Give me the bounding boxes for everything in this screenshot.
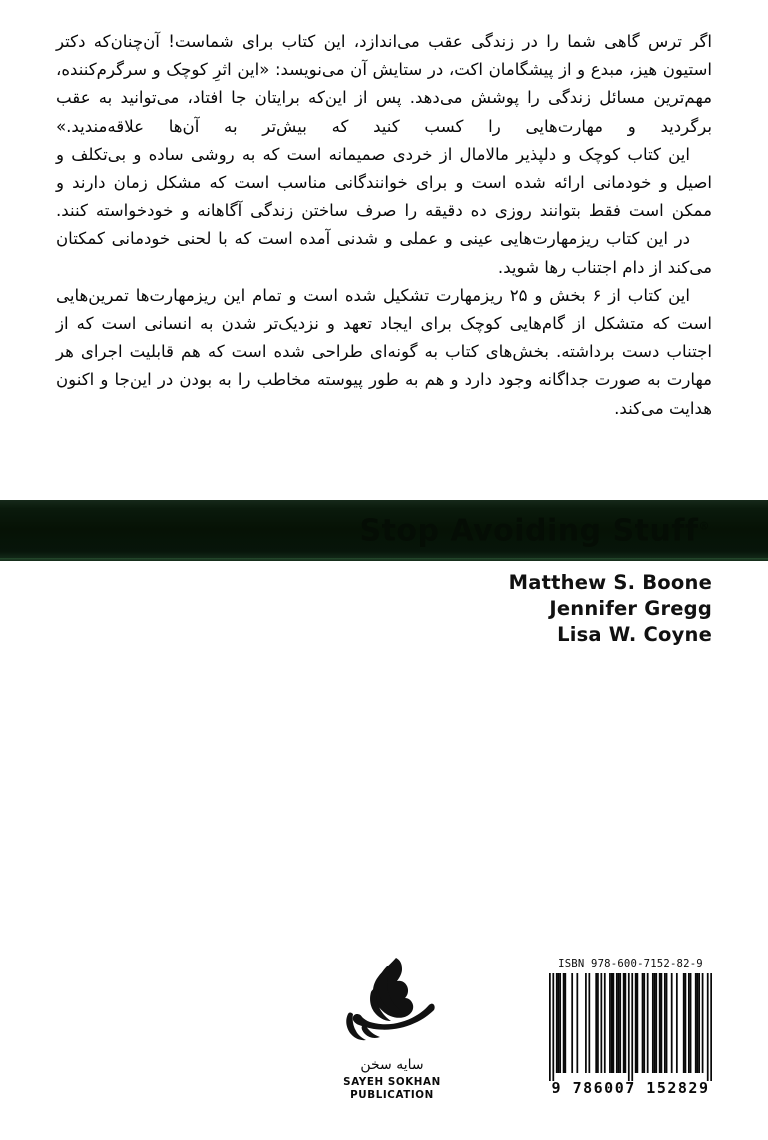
publisher-name-en-line1: SAYEH SOKHAN bbox=[343, 1076, 441, 1088]
publisher-block bbox=[326, 952, 458, 1102]
trademark-icon: ® bbox=[698, 519, 710, 532]
publisher-name-en bbox=[326, 1076, 458, 1102]
isbn-label: ISBN 978-600-7152-82-9 bbox=[558, 958, 703, 970]
publisher-name-en-line2: PUBLICATION bbox=[350, 1089, 434, 1101]
author-list bbox=[509, 570, 712, 648]
ean13-barcode-icon bbox=[549, 973, 712, 1081]
barcode-digits: 9 786007 152829 bbox=[551, 1079, 710, 1097]
blurb-paragraph-3: در این کتاب ریزمهارت‌هایی عینی و عملی و شدنی آمده است که با لحنی خودمانی کمکتان می‌کند از دام اجتناب رها شوید. bbox=[56, 229, 712, 277]
publisher-name-fa: سایه سخن bbox=[360, 1057, 424, 1073]
original-title-text: Stop Avoiding Stuff bbox=[359, 513, 699, 548]
blurb-paragraph-1: اگر ترس گاهی شما را در زندگی عقب می‌اندازد، این کتاب برای شماست! آن‌چنان‌که دکتر استیون هیز، مبدع و از پیشگامان اکت، در ستایش آن می‌نویسد: «این اثرِ کوچک و سرگرم‌کننده، مهم‌ترین مسائل زندگی را پوشش می‌دهد. پس از این‌که برایتان جا افتاد، می‌توانید به عقب برگردید و مهارت‌هایی را کسب کنید که بیش‌تر به آن‌ها علاقه‌مندید.» bbox=[56, 32, 712, 136]
blurb-paragraph-4: این کتاب از ۶ بخش و ۲۵ ریزمهارت تشکیل شده است و تمام این ریزمهارت‌ها تمرین‌هایی است که متشکل از گام‌هایی کوچک برای ایجاد تعهد و نزدیک‌تر شدن به انسانی است که از اجتناب دست برداشته. بخش‌های کتاب به گونه‌ای طراحی شده است که هم قابلیت اجرای هر مهارت به صورت جداگانه وجود دارد و هم به طور پیوسته مخاطب را به بودن در این‌جا و اکنون هدایت می‌کند. bbox=[56, 285, 712, 418]
author-name-2: Jennifer Gregg bbox=[549, 597, 712, 620]
author-name-1: Matthew S. Boone bbox=[508, 571, 712, 594]
original-title bbox=[359, 513, 710, 548]
quill-feather-logo-icon bbox=[326, 952, 458, 1056]
author-name-3: Lisa W. Coyne bbox=[557, 623, 712, 646]
blurb-paragraph-2: این کتاب کوچک و دلپذیر مالامال از خردی صمیمانه است که به روشی ساده و بی‌تکلف و اصیل و خودمانی ارائه شده است و برای خوانندگانی مناسب است که مشکل زمان دارند و ممکن است فقط بتوانند روزی ده دقیقه را صرف ساختن زندگی آگاهانه و خودخواسته کنند. bbox=[56, 144, 712, 221]
dark-green-band bbox=[0, 500, 768, 561]
barcode-block bbox=[549, 958, 712, 1097]
blurb-text-block bbox=[56, 28, 712, 423]
